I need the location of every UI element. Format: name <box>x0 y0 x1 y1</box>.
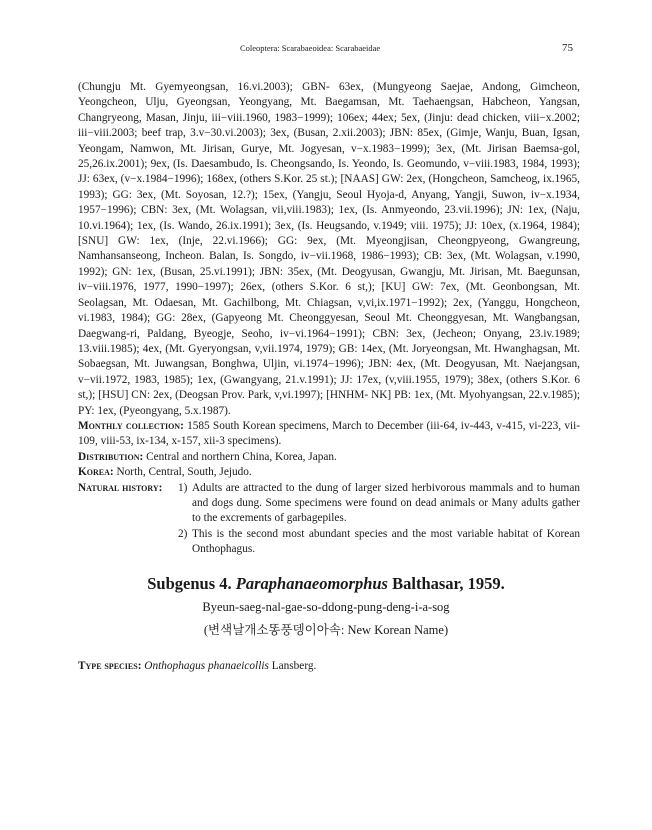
type-species-label: Type species: <box>78 660 142 672</box>
subgenus-prefix: Subgenus 4. <box>147 574 232 593</box>
specimens-paragraph: (Chungju Mt. Gyemyeongsan, 16.vi.2003); GBN- 63ex, (Mungyeong Saejae, Andong, Gimcheon, Yeongcheon, Ulju, Gyeongsan, Yeongyang, Mt. Baegamsan, Mt. Taehaengsan, Habcheon, Yangsan, Changryeong, Masan, Jinju, iii−viii.1960, 1983−1999); 106ex; 44ex; 5ex, (Jinju: dead chicken, viii−x.2002; iii−viii.2003; beef trap, 3.v−30.vi.2003); 3ex, (Busan, 2.xii.2003); JBN: 85ex, (Gimje, Wanju, Buan, Igsan, Yeongam, Namwon, Mt. Jirisan, Gurye, Mt. Jogyesan, v−x.1983−1999); 3ex, (Mt. Jirisan Baemsa-gol, 25,26.ix.2001); 9ex, (Is. Daesambudo, Is. Cheongsando, Is. Yeondo, Is. Geomundo, v−viii.1983, 1984, 1993); JJ: 63ex, (v−x.1984−1996); 168ex, (others S.Kor. 25 st.); [NAAS] GW: 2ex, (Hongcheon, Samcheog, ix.1965, 1993); GG: 3ex, (Mt. Soyosan, 12.?); 15ex, (Yangju, Seoul Hyoja-d, Anyang, Yangji, Suwon, iv−x.1934, 1957−1996); CBN: 3ex, (Mt. Wolagsan, vii,viii.1983); 1ex, (Is. Anmyeondo, 23.vii.1996); JN: 1ex, (Naju, 10.vi.1964); 1ex, (Is. Wando, 26.ix.1991); 3ex, (Is. Heugsando, v.1949; viii. 1975); JJ: 10ex, (x.1964, 1984); [SNU] GW: 1ex, (Inje, 22.vi.1966); GG: 9ex, (Mt. Myeongjisan, Cheongpyeong, Gwangreung, Namhansanseong, Incheon. Balan, Is. Songdo, iv−vii.1968, 1986−1993); CB: 3ex, (Mt. Wolagsan, v.1990, 1992); GN: 1ex, (Busan, 25.vi.1991); JBN: 35ex, (Mt. Deogyusan, Gwangju, Mt. Jirisan, Mt. Baegunsan, iv−viii.1976, 1977, 1990−1997); 26ex, (others S.Kor. 6 st,); [KU] GW: 7ex, (Mt. Geonbongsan, Mt. Seolagsan, Mt. Odaesan, Mt. Gachilbong, Mt. Chiagsan, v,vi,ix.1971−1992); 2ex, (Yanggu, Hongcheon, vi.1983, 1984); GG: 28ex, (Gapyeong Mt. Cheonggyesan, Seoul Mt. Cheonggyesan, Mt. Wangbangsan, Daegwang-ri, Paldang, Byeogje, Seoho, iv−vi.1964−1991); CBN: 3ex, (Jecheon; Onyang, 23.iv.1989; 13.viii.1985); 4ex, (Mt. Gyeryongsan, v,vii.1974, 1979); GB: 14ex, (Mt. Joryeongsan, Mt. Hwanghagsan, Mt. Sobaegsan, Mt. Juwangsan, Bonghwa, Uljin, vi.1974−1996); JBN: 4ex, (Mt. Deogyusan, Mt. Naejangsan, v−vii.1972, 1983, 1985); 1ex, (Gwangyang, 21.v.1991); JJ: 17ex, (v,viii.1955, 1979); 38ex, (others S.Kor. 6 st,); [HSU] CN: 2ex, (Deogsan Prov. Park, v,vi.1997); [HNHM- NK] PB: 1ex, (Mt. Myohyangsan, 22.v.1985); PY: 1ex, (Pyeongyang, 5.x.1987). <box>78 81 580 417</box>
type-species-author: Lansberg. <box>271 660 317 672</box>
korea-label: Korea: <box>78 466 114 479</box>
monthly-collection-label: Monthly collection: <box>78 419 184 432</box>
natural-history-item-number: 1) <box>178 481 188 494</box>
subgenus-author: Balthasar, 1959. <box>392 574 505 593</box>
korea-paragraph <box>78 465 580 480</box>
type-species-line <box>78 660 316 672</box>
natural-history-item-number: 2) <box>178 527 188 540</box>
natural-history-item-text: This is the second most abundant species and the most variable habitat of Korean Onthophagus. <box>192 527 580 556</box>
natural-history-item-text: Adults are attracted to the dung of larger sized herbivorous mammals and to human and dogs dung. Some specimens were found on dead animals or Many adults gather to the excrements of garbagepiles. <box>192 481 580 525</box>
korea-text: North, Central, South, Jejudo. <box>116 466 252 479</box>
page-number: 75 <box>562 42 573 54</box>
natural-history-list <box>178 481 580 558</box>
natural-history-item <box>178 481 580 527</box>
monthly-collection-text: 1585 South Korean specimens, March to December (iii-64, iv-443, v-415, vi-223, vii-109, viii-53, ix-134, x-157, xii-3 specimens). <box>78 419 581 448</box>
distribution-paragraph <box>78 450 580 465</box>
body-text <box>78 80 580 558</box>
subgenus-romanized-name: Byeun-saeg-nal-gae-so-ddong-pung-deng-i-a-sog <box>202 600 450 614</box>
subgenus-name: Paraphanaeomorphus <box>235 574 388 593</box>
natural-history-item <box>178 527 580 558</box>
monthly-collection-paragraph <box>78 419 580 450</box>
type-species-name: Onthophagus phanaeicollis <box>144 660 269 672</box>
distribution-text: Central and northern China, Korea, Japan. <box>146 450 337 463</box>
distribution-label: Distribution: <box>78 450 144 463</box>
natural-history-section <box>78 481 580 558</box>
subgenus-korean-name: (변색날개소똥풍뎅이아속: New Korean Name) <box>203 623 449 637</box>
running-head: Coleoptera: Scarabaeoidea: Scarabaeidae <box>240 43 381 53</box>
subgenus-heading <box>0 574 652 594</box>
natural-history-label: Natural history: <box>78 481 163 494</box>
